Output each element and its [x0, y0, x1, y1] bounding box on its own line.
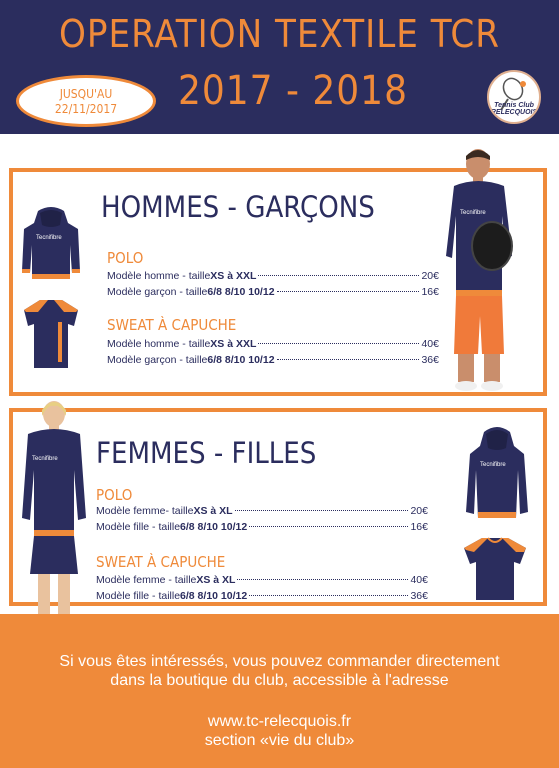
female-model-image: [14, 398, 94, 644]
men-sweat-label: SWEAT À CAPUCHE: [107, 316, 237, 334]
deadline-date: 22/11/2017: [54, 102, 118, 116]
row-text: Modèle fille - taille: [96, 521, 181, 533]
dot-leader: [249, 526, 408, 527]
row-price: 16€: [410, 521, 428, 533]
dot-leader: [249, 595, 408, 596]
row-price: 16€: [421, 286, 439, 298]
men-hoodie-image: [20, 205, 82, 283]
men-polo-row-2: [107, 286, 439, 298]
header-banner: [0, 0, 559, 134]
dot-leader: [235, 510, 409, 511]
row-price: 40€: [421, 338, 439, 350]
row-sizes: 6/8 8/10 10/12: [180, 521, 248, 533]
row-sizes: 6/8 8/10 10/12: [180, 590, 248, 602]
women-polo-label: POLO: [96, 486, 133, 504]
footer-section-label: section «vie du club»: [204, 732, 355, 749]
men-sweat-row-2: [107, 354, 439, 366]
row-price: 20€: [421, 270, 439, 282]
footer-message: [0, 652, 559, 690]
svg-text:Tecnifibre: Tecnifibre: [32, 456, 58, 462]
women-polo-row-1: [96, 505, 428, 517]
men-polo-row-1: [107, 270, 439, 282]
dot-leader: [258, 343, 419, 344]
row-price: 20€: [410, 505, 428, 517]
row-text: Modèle femme- taille: [96, 505, 194, 517]
svg-text:Tecnifibre: Tecnifibre: [480, 462, 506, 468]
footer-link-block: [0, 712, 559, 750]
row-sizes: 6/8 8/10 10/12: [207, 354, 275, 366]
row-price: 36€: [410, 590, 428, 602]
women-hoodie-image: [462, 426, 532, 522]
row-price: 40€: [410, 574, 428, 586]
row-text: Modèle garçon - taille: [107, 354, 208, 366]
row-sizes: XS à XL: [193, 505, 233, 517]
women-sweat-row-2: [96, 590, 428, 602]
dot-leader: [277, 291, 420, 292]
footer-line-1: Si vous êtes intéressés, vous pouvez commander directement: [59, 653, 500, 670]
dot-leader: [277, 359, 420, 360]
men-title: HOMMES - GARÇONS: [101, 190, 375, 224]
men-sweat-row-1: [107, 338, 439, 350]
dot-leader: [237, 579, 408, 580]
svg-text:Tecnifibre: Tecnifibre: [460, 210, 486, 216]
club-website-link[interactable]: www.tc-relecquois.fr: [207, 713, 352, 730]
row-sizes: XS à XXL: [210, 270, 257, 282]
women-sweat-row-1: [96, 574, 428, 586]
footer-line-2: dans la boutique du club, accessible à l'adresse: [110, 672, 449, 689]
club-logo: [487, 70, 541, 124]
women-polo-image: [460, 536, 530, 602]
row-price: 36€: [421, 354, 439, 366]
deadline-badge: [16, 75, 156, 127]
row-text: Modèle homme - taille: [107, 270, 211, 282]
men-polo-label: POLO: [107, 249, 144, 267]
row-sizes: 6/8 8/10 10/12: [207, 286, 275, 298]
season-title: 2017 - 2018: [178, 68, 408, 114]
row-sizes: XS à XL: [196, 574, 236, 586]
male-model-image: [440, 146, 520, 392]
row-text: Modèle homme - taille: [107, 338, 211, 350]
women-polo-row-2: [96, 521, 428, 533]
row-text: Modèle fille - taille: [96, 590, 181, 602]
women-sweat-label: SWEAT À CAPUCHE: [96, 553, 226, 571]
row-text: Modèle garçon - taille: [107, 286, 208, 298]
women-title: FEMMES - FILLES: [96, 436, 317, 470]
page-title: OPERATION TEXTILE TCR: [59, 12, 500, 56]
row-sizes: XS à XXL: [210, 338, 257, 350]
men-polo-image: [20, 298, 82, 370]
deadline-label: JUSQU'AU: [59, 87, 113, 101]
svg-text:Tecnifibre: Tecnifibre: [36, 235, 62, 241]
dot-leader: [258, 275, 419, 276]
row-text: Modèle femme - taille: [96, 574, 197, 586]
logo-text: Tennis Club RELECQUOIS: [490, 102, 538, 116]
